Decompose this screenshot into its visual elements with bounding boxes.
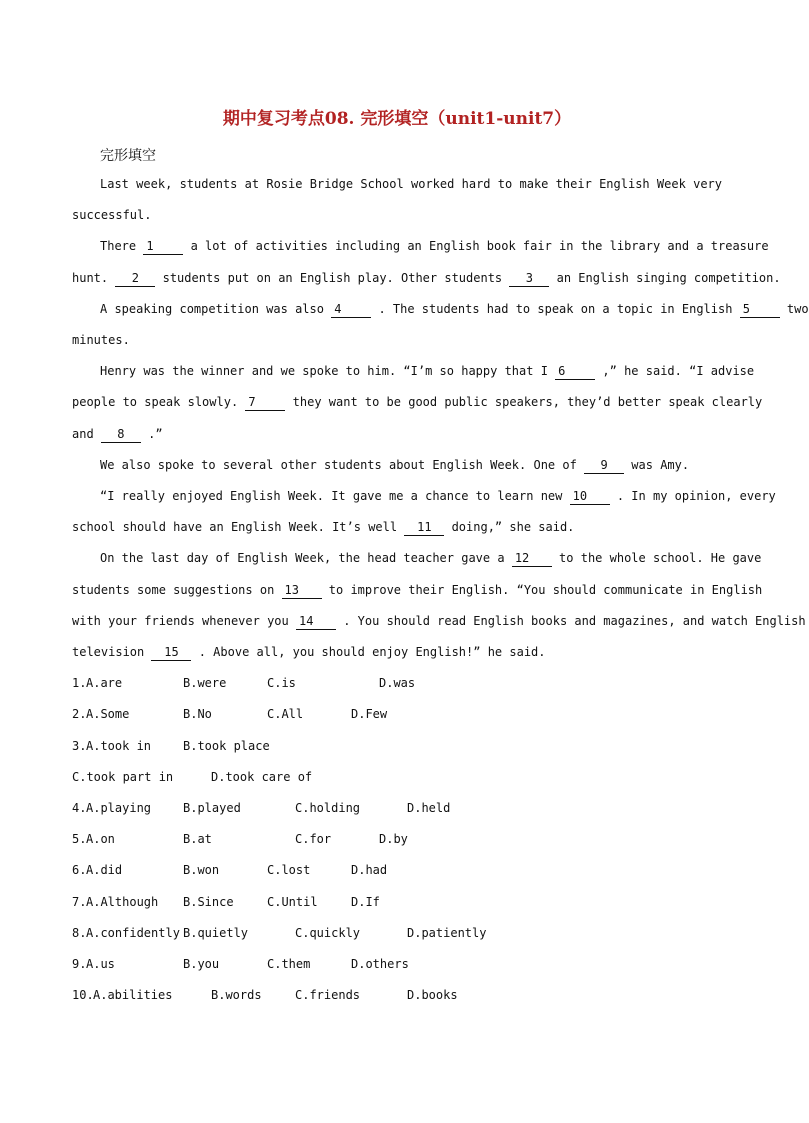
passage-line: “I really enjoyed English Week. It gave me a chance to learn new 10 . In my opinion, every	[100, 489, 776, 503]
passage-line: and 8 .”	[72, 427, 163, 441]
blank-7: 7	[245, 394, 285, 411]
option-row-3b: C.took part in D.took care of	[72, 770, 313, 784]
passage-line: successful.	[72, 208, 152, 222]
passage-line: hunt. 2 students put on an English play. Other students 3 an English singing competition.	[72, 271, 781, 285]
option-row-9: 9. A.us B.you C.them D.others	[72, 957, 409, 971]
passage-line: television 15 . Above all, you should enjoy English!” he said.	[72, 645, 546, 659]
passage-line: Henry was the winner and we spoke to him. “I’m so happy that I 6 ,” he said. “I advise	[100, 364, 755, 378]
passage-line: There 1 a lot of activities including an English book fair in the library and a treasure	[100, 239, 769, 253]
blank-3: 3	[509, 270, 549, 287]
blank-12: 12	[512, 550, 552, 567]
passage-line: Last week, students at Rosie Bridge School worked hard to make their English Week very	[100, 177, 722, 191]
passage-line: with your friends whenever you 14 . You should read English books and magazines, and watch English	[72, 614, 806, 628]
option-row-4: 4. A.playing B.played C.holding D.held	[72, 801, 451, 815]
blank-10: 10	[570, 488, 610, 505]
option-row-8: 8. A.confidently B.quietly C.quickly D.patiently	[72, 926, 487, 940]
blank-1: 1	[143, 238, 183, 255]
passage-line: minutes.	[72, 333, 130, 347]
option-row-5: 5. A.on B.at C.for D.by	[72, 832, 408, 846]
option-row-7: 7. A.Although B.Since C.Until D.If	[72, 895, 380, 909]
blank-13: 13	[282, 582, 322, 599]
blank-15: 15	[151, 644, 191, 661]
option-row-1: 1. A.are B.were C.is D.was	[72, 676, 416, 690]
passage-line: We also spoke to several other students about English Week. One of 9 was Amy.	[100, 458, 690, 472]
passage-line: A speaking competition was also 4 . The students had to speak on a topic in English 5 two	[100, 302, 809, 316]
blank-2: 2	[115, 270, 155, 287]
blank-5: 5	[740, 301, 780, 318]
blank-14: 14	[296, 613, 336, 630]
page-title: 期中复习考点08. 完形填空（unit1-unit7）	[222, 109, 572, 129]
passage-line: On the last day of English Week, the head teacher gave a 12 to the whole school. He gave	[100, 551, 762, 565]
passage-line: students some suggestions on 13 to improve their English. “You should communicate in English	[72, 583, 763, 597]
option-row-6: 6. A.did B.won C.lost D.had	[72, 863, 388, 877]
blank-4: 4	[331, 301, 371, 318]
blank-11: 11	[404, 519, 444, 536]
option-row-10: 10. A.abilities B.words C.friends D.books	[72, 988, 458, 1002]
blank-6: 6	[555, 363, 595, 380]
section-label: 完形填空	[100, 148, 156, 164]
passage-line: people to speak slowly. 7 they want to be good public speakers, they’d better speak clearly	[72, 395, 763, 409]
passage-line: school should have an English Week. It’s well 11 doing,” she said.	[72, 520, 575, 534]
blank-8: 8	[101, 426, 141, 443]
option-row-2: 2. A.Some B.No C.All D.Few	[72, 707, 388, 721]
option-row-3a: 3. A.took in B.took place	[72, 739, 270, 753]
blank-9: 9	[584, 457, 624, 474]
